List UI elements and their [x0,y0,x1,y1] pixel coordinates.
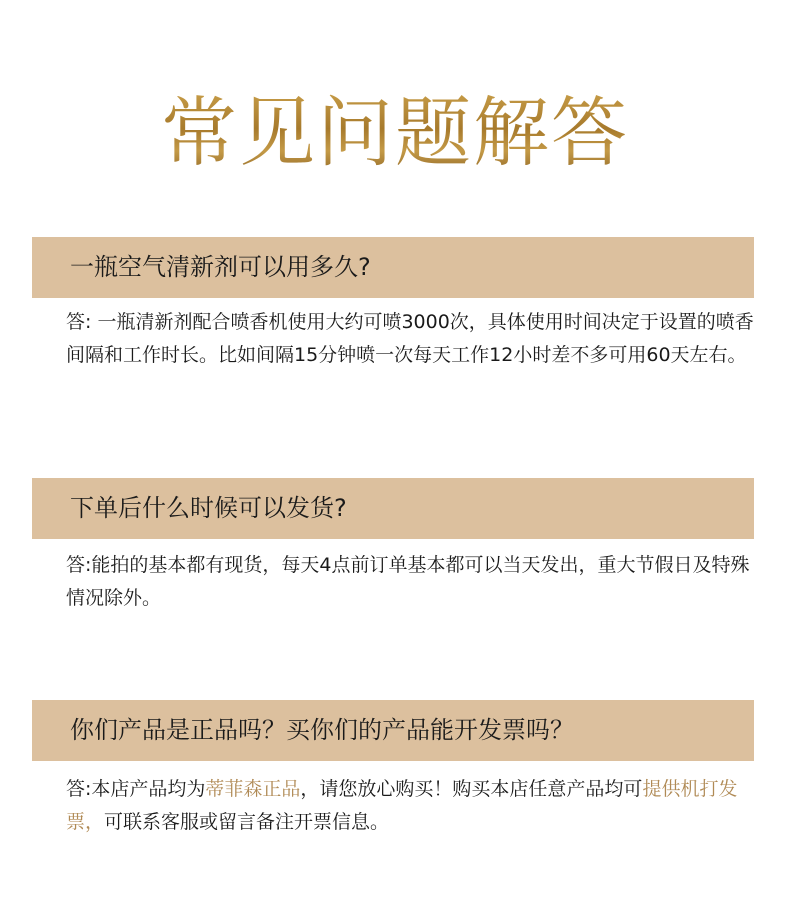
faq-question-3: 你们产品是正品吗？买你们的产品能开发票吗？ [32,700,754,761]
answer-3-text-3: 可联系客服或留言备注开票信息。 [104,811,390,833]
page-title: 常见问题解答 [0,88,790,178]
invoice-highlight: 提供机打发票， [66,778,738,833]
answer-3-text-1: 答:本店产品均为 [66,778,206,800]
faq-answer-3 [66,773,766,839]
faq-answer-2: 答:能拍的基本都有现货，每天4点前订单基本都可以当天发出，重大节假日及特殊情况除外。 [66,554,750,609]
faq-answer-1: 答: 一瓶清新剂配合喷香机使用大约可喷3000次，具体使用时间决定于设置的喷香间隔和工作时长。比如间隔15分钟喷一次每天工作12小时差不多可用60天左右。 [66,311,754,366]
brand-highlight: 蒂菲森正品 [205,778,301,800]
answer-3-text-2: ，请您放心购买！购买本店任意产品均可 [300,778,643,800]
faq-question-1: 一瓶空气清新剂可以用多久? [32,237,754,298]
faq-question-2: 下单后什么时候可以发货? [32,478,754,539]
